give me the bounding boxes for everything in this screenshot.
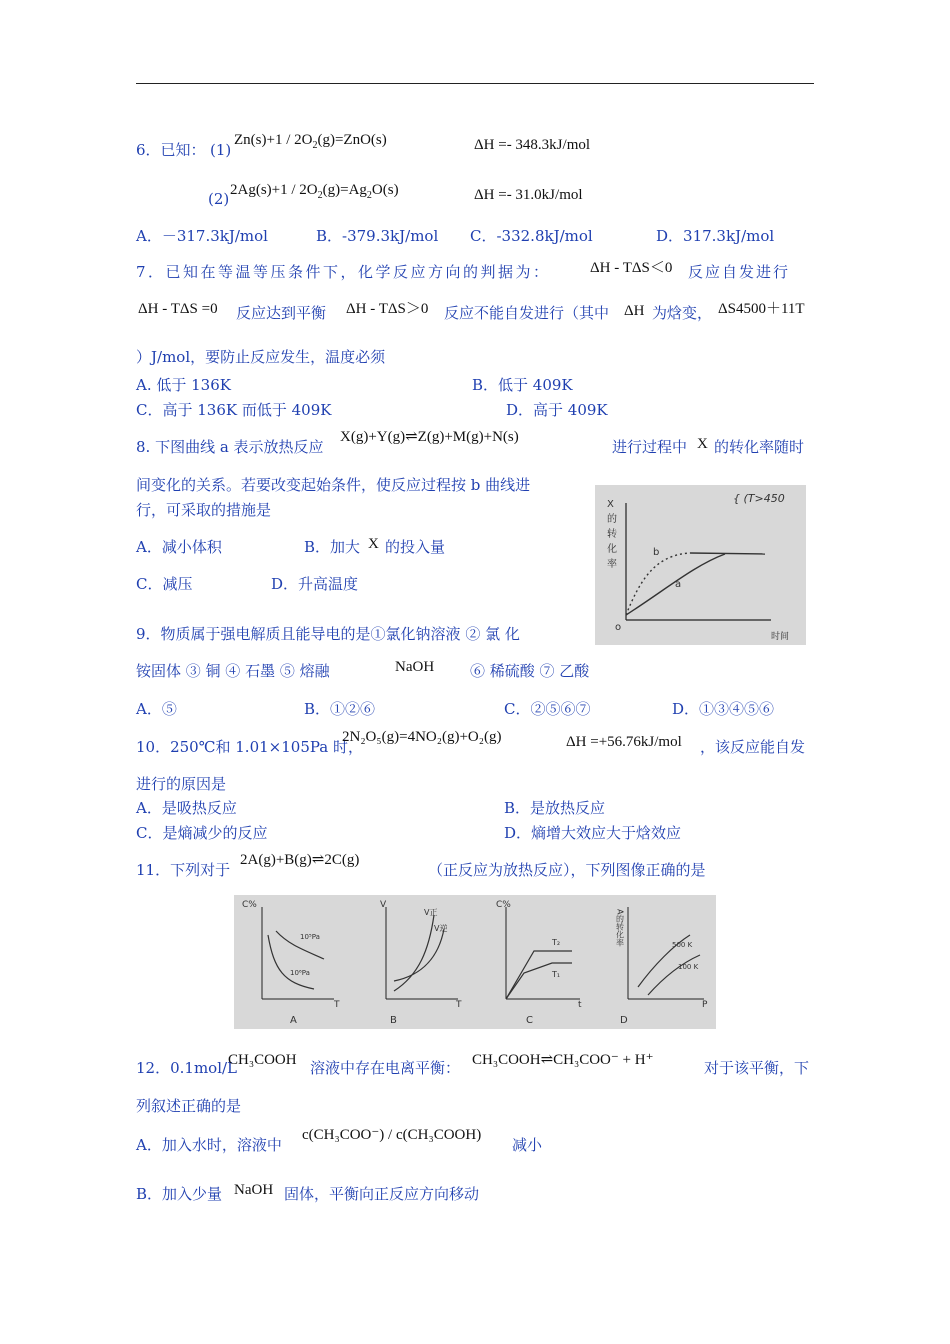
q11-text-2: （正反应为放热反应），下列图像正确的是 bbox=[428, 861, 706, 879]
q7-option-c: C．高于 136K 而低于 409K bbox=[136, 401, 332, 419]
q11-b-curve-2 bbox=[394, 929, 444, 981]
q11-b-curve-2-label: V逆 bbox=[434, 924, 448, 933]
q8-ylabel-2: 转 bbox=[607, 529, 617, 540]
q7-formula-2: ΔH - TΔS =0 bbox=[138, 301, 218, 317]
q8-option-a: A．减小体积 bbox=[136, 538, 222, 556]
q11-b-label: B bbox=[390, 1015, 397, 1026]
q12-option-b-pre: B．加入少量 bbox=[136, 1185, 223, 1203]
q11-d-label: D bbox=[620, 1015, 628, 1026]
q8-curve-a-label: a bbox=[675, 579, 682, 590]
q6-option-a: A．－317.3kJ/mol bbox=[136, 227, 268, 245]
q10-option-b: B．是放热反应 bbox=[504, 799, 606, 817]
q11-c-curve-1 bbox=[506, 951, 572, 999]
q10-line2: 进行的原因是 bbox=[136, 775, 227, 793]
q9-option-a: A．⑤ bbox=[136, 700, 177, 718]
q7-line3: ）J/mol，要防止反应发生，温度必须 bbox=[136, 348, 386, 366]
q12-text-3: 对于该平衡，下 bbox=[704, 1059, 810, 1077]
q11-text-1: 11．下列对于 bbox=[136, 861, 231, 879]
q11-a-label: A bbox=[290, 1015, 297, 1026]
q11-b-ylabel: V bbox=[380, 900, 387, 910]
q8-curve-b-label: b bbox=[653, 547, 660, 558]
q11-d-curve-2-label: 100 K bbox=[678, 963, 699, 971]
q11-c-curve-1-label: T₂ bbox=[552, 938, 561, 947]
q11-panel-b bbox=[380, 900, 462, 1026]
q9-line2a: 铵固体 ③ 铜 ④ 石墨 ⑤ 熔融 bbox=[136, 662, 330, 680]
q12-equation: CH₃COOH⇌CH₃COO⁻ + H⁺ bbox=[472, 1052, 654, 1068]
q11-d-curve-2 bbox=[648, 955, 700, 995]
q10-option-a: A．是吸热反应 bbox=[136, 799, 237, 817]
q11-c-label: C bbox=[526, 1015, 533, 1026]
q11-a-ylabel: C% bbox=[242, 900, 257, 910]
q11-d-xlabel: P bbox=[702, 1000, 708, 1010]
q11-a-curve-1-label: 10⁵Pa bbox=[300, 933, 320, 941]
q12-text-2: 溶液中存在电离平衡： bbox=[310, 1059, 461, 1077]
q8-origin: o bbox=[615, 622, 622, 633]
q8-ylabel-3: 化 bbox=[607, 544, 617, 555]
q11-panel-c bbox=[496, 900, 582, 1026]
q8-ylabel-4: 率 bbox=[607, 559, 617, 570]
q7-formula-3: ΔH - TΔS＞0 bbox=[346, 301, 429, 317]
q9-option-d: D．①③④⑤⑥ bbox=[672, 700, 775, 718]
q8-conversion-graph bbox=[595, 485, 806, 645]
q6-prefix: 6．已知： bbox=[136, 141, 206, 159]
q7-text-1: 反应自发进行 bbox=[688, 263, 791, 281]
q10-text-1: 10．250℃和 1.01×105Pa 时， bbox=[136, 738, 363, 756]
q7-text-2: 反应达到平衡 bbox=[236, 304, 327, 322]
q11-graph-panel bbox=[234, 895, 716, 1029]
q12-option-b-post: 固体，平衡向正反应方向移动 bbox=[284, 1185, 480, 1203]
q11-d-ylabel: A的转化率 bbox=[615, 909, 625, 947]
q8-plateau bbox=[690, 553, 765, 554]
q11-panel-d bbox=[616, 907, 709, 1026]
q12-option-a-formula: c(CH₃COO⁻) / c(CH₃COOH) bbox=[302, 1127, 482, 1143]
q7-text-4: 为焓变， bbox=[652, 304, 713, 322]
q11-c-curve-2-label: T₁ bbox=[552, 970, 561, 979]
header-rule bbox=[136, 83, 814, 84]
q8-option-c: C．减压 bbox=[136, 575, 193, 593]
q6-dh1: ΔH =- 348.3kJ/mol bbox=[474, 137, 591, 153]
q11-panel-a bbox=[242, 900, 340, 1026]
q7-text-3: 反应不能自发进行（其中 bbox=[444, 304, 610, 322]
q11-a-curve-2-label: 10⁶Pa bbox=[290, 969, 310, 977]
q10-equation: 2N₂O₅(g)=4NO₂(g)+O₂(g) bbox=[342, 729, 502, 745]
q6-eq1: $Zn(s)+1 / 2O_2(g)=ZnO(s)$ bbox=[234, 132, 387, 151]
q6-option-b: B．-379.3kJ/mol bbox=[316, 227, 439, 245]
q9-option-b: B．①②⑥ bbox=[304, 700, 376, 718]
q8-option-b-pre: B．加大 bbox=[304, 538, 361, 556]
q10-dh: ΔH =+56.76kJ/mol bbox=[566, 734, 682, 750]
q8-xlabel: 时间 bbox=[771, 632, 790, 642]
q12-text-1: 12．0.1mol/L bbox=[136, 1059, 238, 1077]
q8-line2: 间变化的关系。若要改变起始条件，使反应过程按 b 曲线进 bbox=[136, 476, 531, 494]
q10-option-c: C．是熵减少的反应 bbox=[136, 824, 268, 842]
q6-option-c: C．-332.8kJ/mol bbox=[470, 227, 593, 245]
q7-line1: 7．已知在等温等压条件下，化学反应方向的判据为： bbox=[136, 263, 551, 281]
q8-handwritten-note: { (T>450 bbox=[733, 492, 785, 505]
q11-b-xlabel: T bbox=[456, 1000, 462, 1010]
q8-text-2: 进行过程中 bbox=[612, 438, 688, 456]
q9-line1: 9．物质属于强电解质且能导电的是①氯化钠溶液 ② 氯 化 bbox=[136, 625, 520, 643]
q11-c-ylabel: C% bbox=[496, 900, 511, 910]
q7-formula-1: ΔH - TΔS＜0 bbox=[590, 260, 673, 276]
q6-eq2-label: (2) bbox=[208, 190, 230, 208]
q8-ylabel-0: X bbox=[607, 499, 614, 510]
q11-b-curve-1-label: V正 bbox=[424, 908, 438, 917]
q10-text-2: ，该反应能自发 bbox=[700, 738, 806, 756]
q8-text-3: 的转化率随时 bbox=[714, 438, 805, 456]
q8-text-1: 8. 下图曲线 a 表示放热反应 bbox=[136, 438, 324, 456]
q6-eq2: $2Ag(s)+1 / 2O_2(g)=Ag_2O(s)$ bbox=[230, 182, 399, 201]
q7-option-a: A. 低于 136K bbox=[136, 376, 231, 394]
q12-option-a-pre: A．加入水时，溶液中 bbox=[136, 1136, 282, 1154]
q6-eq1-label: (1) bbox=[210, 141, 232, 159]
q7-formula-5: ΔS4500＋11T bbox=[718, 301, 805, 317]
q8-option-b-x: X bbox=[368, 536, 379, 552]
q9-option-c: C．②⑤⑥⑦ bbox=[504, 700, 591, 718]
q8-equation: X(g)+Y(g)⇌Z(g)+M(g)+N(s) bbox=[340, 429, 519, 445]
q8-option-b-post: 的投入量 bbox=[385, 538, 446, 556]
q12-formula-1: CH₃COOH bbox=[228, 1052, 297, 1068]
q6-option-d: D．317.3kJ/mol bbox=[656, 227, 775, 245]
q11-c-xlabel: t bbox=[578, 1000, 582, 1010]
q12-line2: 列叙述正确的是 bbox=[136, 1097, 242, 1115]
q8-line3: 行，可采取的措施是 bbox=[136, 501, 272, 519]
q10-option-d: D．熵增大效应大于焓效应 bbox=[504, 824, 682, 842]
q6-dh2: ΔH =- 31.0kJ/mol bbox=[474, 187, 583, 203]
q7-formula-4: ΔH bbox=[624, 303, 645, 319]
q8-x: X bbox=[697, 436, 708, 452]
q9-naoh: NaOH bbox=[395, 659, 435, 675]
q8-option-d: D．升高温度 bbox=[271, 575, 359, 593]
q11-equation: 2A(g)+B(g)⇌2C(g) bbox=[240, 852, 360, 868]
q9-line2b: ⑥ 稀硫酸 ⑦ 乙酸 bbox=[470, 662, 590, 680]
q12-option-a-post: 减小 bbox=[512, 1136, 543, 1154]
q8-ylabel-1: 的 bbox=[607, 514, 617, 525]
q7-option-b: B．低于 409K bbox=[472, 376, 573, 394]
q7-option-d: D．高于 409K bbox=[506, 401, 608, 419]
q11-a-xlabel: T bbox=[334, 1000, 340, 1010]
q12-option-b-formula: NaOH bbox=[234, 1182, 274, 1198]
q11-d-curve-1-label: 500 K bbox=[672, 941, 693, 949]
